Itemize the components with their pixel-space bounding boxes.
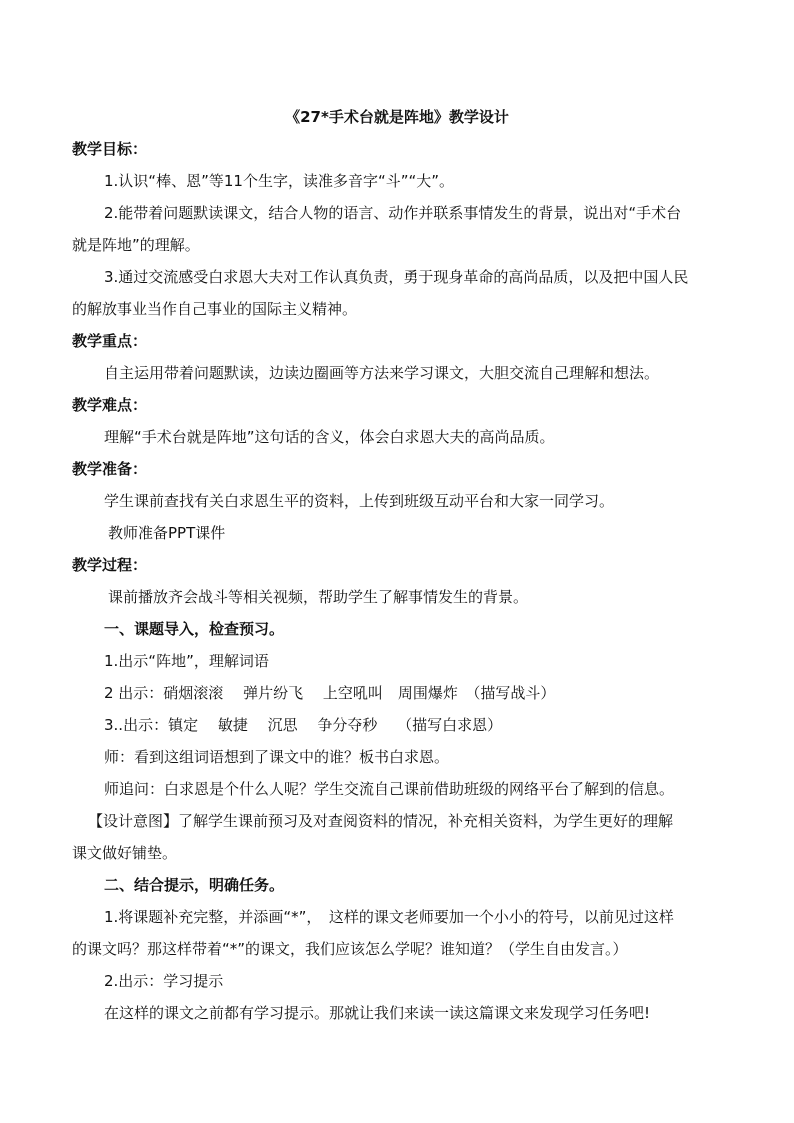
difficulty-text: 理解“手术台就是阵地”这句话的含义，体会白求恩大夫的高尚品质。 — [104, 428, 555, 446]
goals-heading: 教学目标： — [72, 140, 148, 158]
process-heading: 教学过程： — [72, 556, 148, 574]
focus-heading: 教学重点： — [72, 332, 148, 350]
prep-item-1: 学生课前查找有关白求恩生平的资料，上传到班级互动平台和大家一同学习。 — [104, 492, 615, 510]
part-2-item-2: 2.出示：学习提示 — [104, 972, 224, 990]
part-1-item-3: 3..出示：镇定 敏捷 沉思 争分夺秒 （描写白求恩） — [104, 716, 503, 734]
goal-2-line-2: 就是阵地”的理解。 — [72, 236, 200, 254]
design-intent-line-1: 【设计意图】了解学生课前预习及对查阅资料的情况，补充相关资料，为学生更好的理解 — [88, 812, 674, 830]
part-1-item-2: 2 出示：硝烟滚滚 弹片纷飞 上空吼叫 周围爆炸 （描写战斗） — [104, 684, 556, 702]
part-1-item-4: 师：看到这组词语想到了课文中的谁？板书白求恩。 — [104, 748, 450, 766]
goal-3-line-1: 3.通过交流感受白求恩大夫对工作认真负责，勇于现身革命的高尚品质，以及把中国人民 — [104, 268, 689, 286]
part-2-item-1-line-1: 1.将课题补充完整，并添画“*”， 这样的课文老师要加一个小小的符号，以前见过这样 — [104, 908, 674, 926]
process-intro: 课前播放齐会战斗等相关视频，帮助学生了解事情发生的背景。 — [108, 588, 529, 606]
part-1-item-5: 师追问：白求恩是个什么人呢？学生交流自己课前借助班级的网络平台了解到的信息。 — [104, 780, 675, 798]
document-title: 《27*手术台就是阵地》教学设计 — [285, 108, 509, 126]
design-intent-line-2: 课文做好铺垫。 — [72, 844, 178, 862]
part-2-item-1-line-2: 的课文吗？那这样带着“*”的课文，我们应该怎么学呢？谁知道？（学生自由发言。） — [72, 940, 628, 958]
focus-text: 自主运用带着问题默读，边读边圈画等方法来学习课文，大胆交流自己理解和想法。 — [104, 364, 660, 382]
part-1-item-1: 1.出示“阵地”，理解词语 — [104, 652, 269, 670]
part-2-item-3: 在这样的课文之前都有学习提示。那就让我们来读一读这篇课文来发现学习任务吧! — [104, 1004, 651, 1022]
difficulty-heading: 教学难点： — [72, 396, 148, 414]
goal-3-line-2: 的解放事业当作自己事业的国际主义精神。 — [72, 300, 358, 318]
goal-1: 1.认识“棒、恩”等11个生字，读准多音字“斗”“大”。 — [104, 172, 455, 190]
prep-heading: 教学准备： — [72, 460, 148, 478]
part-2-heading: 二、结合提示，明确任务。 — [104, 876, 285, 894]
goal-2-line-1: 2.能带着问题默读课文，结合人物的语言、动作并联系事情发生的背景，说出对“手术台 — [104, 204, 682, 222]
prep-item-2: 教师准备PPT课件 — [108, 524, 226, 542]
part-1-heading: 一、课题导入，检查预习。 — [104, 620, 285, 638]
